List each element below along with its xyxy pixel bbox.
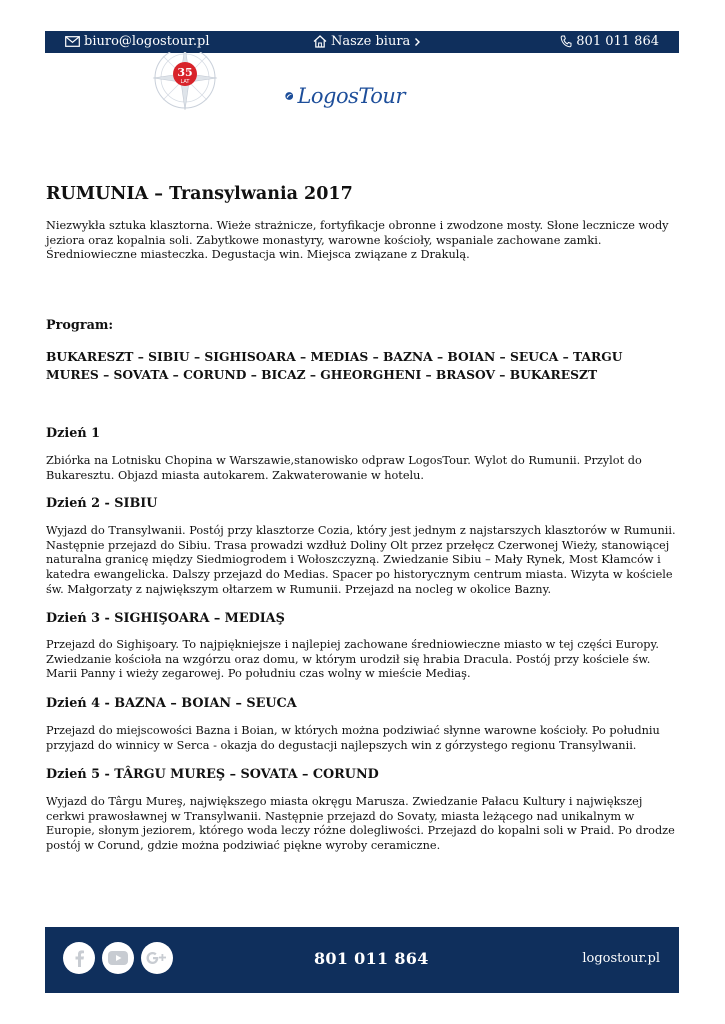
page-title: RUMUNIA – Transylwania 2017 [46, 184, 353, 204]
badge-number: 35 [177, 66, 193, 79]
day-5-text: Wyjazd do Târgu Mureş, największego miasta okręgu Marusza. Zwiedzanie Pałacu Kultury i największej cerkwi prawosławnej w Transylwanii. Następnie przejazd do Sovaty, miasta leżącego nad unikalnym w Europie, słonym jeziorem, którego woda leczy różne dolegliwości. Przejazd do kopalni soli w Praid. Po drodze postój w Corund, gdzie można podziwiać piękne wyroby ceramiczne. [46, 795, 675, 853]
footer-phone[interactable]: 801 011 864 [314, 949, 429, 968]
day-2-title: Dzień 2 - SIBIU [46, 496, 158, 511]
offices-text: Nasze biura [331, 34, 411, 49]
email-text: biuro@logostour.pl [84, 34, 210, 49]
phone-text: 801 011 864 [576, 34, 659, 49]
envelope-icon [65, 36, 80, 47]
email-link[interactable] [65, 34, 210, 49]
facebook-button[interactable] [63, 942, 95, 974]
logo-text: LogosTour [297, 84, 405, 108]
google-plus-button[interactable] [141, 942, 173, 974]
phone-link[interactable] [560, 34, 659, 49]
day-2-text: Wyjazd do Transylwanii. Postój przy klasztorze Cozia, który jest jednym z najstarszych klasztorów w Rumunii. Następnie przejazd do Sibiu. Trasa prowadzi wzdłuż Doliny Olt przez przełęcz Czerwonej Wieży, stanowiącej naturalna granicę między Siedmiogrodem i Wołoszczyzną. Zwiedzanie Sibiu – Mały Rynek, Most Kłamców i katedra ewangelicka. Dalszy przejazd do Medias. Spacer po historycznym centrum miasta. Wizyta w kościele św. Małgorzaty z największym ołtarzem w Rumunii. Przejazd na nocleg w okolice Bazny. [46, 524, 676, 596]
offices-link[interactable] [313, 34, 421, 49]
day-5-title: Dzień 5 - TÂRGU MUREŞ – SOVATA – CORUND [46, 767, 379, 782]
home-icon [313, 35, 327, 48]
footer [45, 927, 679, 993]
facebook-icon [72, 949, 86, 967]
chevron-right-icon [414, 37, 421, 47]
google-plus-icon [146, 951, 168, 965]
day-3-text: Przejazd do Sighişoary. To najpiękniejsze i najlepiej zachowane średniowieczne miasto w tej części Europy. Zwiedzanie kościoła na wzgórzu oraz domu, w którym urodził się hrabia Dracula. Postój przy kościele św. Marii Panny i wieży zegarowej. Po południu czas wolny w mieście Mediaş. [46, 638, 659, 681]
intro-text: Niezwykła sztuka klasztorna. Wieże strażnicze, fortyfikacje obronne i zwodzone mosty. Słone lecznicze wody jeziora oraz kopalnia soli. Zabytkowe monastyry, warowne kościoły, wspaniale zachowane zamki. Średniowieczne miasteczka. Degustacja win. Miejsca związane z Drakulą. [46, 219, 669, 262]
compass-rose-icon [145, 52, 225, 116]
day-1-title: Dzień 1 [46, 426, 101, 441]
anniversary-badge [145, 52, 225, 116]
logo-emblem-icon [285, 83, 293, 109]
program-label: Program: [46, 318, 114, 333]
youtube-button[interactable] [102, 942, 134, 974]
route-text: BUKARESZT – SIBIU – SIGHISOARA – MEDIAS – BAZNA – BOIAN – SEUCA – TARGU MURES – SOVATA – CORUND – BICAZ – GHEORGHENI – BRASOV – BUKARESZT [46, 349, 623, 382]
footer-website[interactable]: logostour.pl [582, 951, 660, 966]
logostour-logo[interactable] [285, 76, 405, 116]
day-4-text: Przejazd do miejscowości Bazna i Boian, w których można podziwiać słynne warowne kościoły. Po południu przyjazd do winnicy w Serca - okazja do degustacji najlepszych win z górzystego regionu Transylwanii. [46, 724, 660, 752]
youtube-icon [108, 951, 128, 965]
badge-word: LAT [180, 79, 190, 85]
day-3-title: Dzień 3 - SIGHIŞOARA – MEDIAŞ [46, 611, 285, 626]
day-1-text: Zbiórka na Lotnisku Chopina w Warszawie,stanowisko odpraw LogosTour. Wylot do Rumunii. Przylot do Bukaresztu. Objazd miasta autokarem. Zakwaterowanie w hotelu. [46, 454, 642, 482]
day-4-title: Dzień 4 - BAZNA – BOIAN – SEUCA [46, 696, 297, 711]
contact-bar [45, 31, 679, 53]
phone-icon [560, 35, 572, 48]
